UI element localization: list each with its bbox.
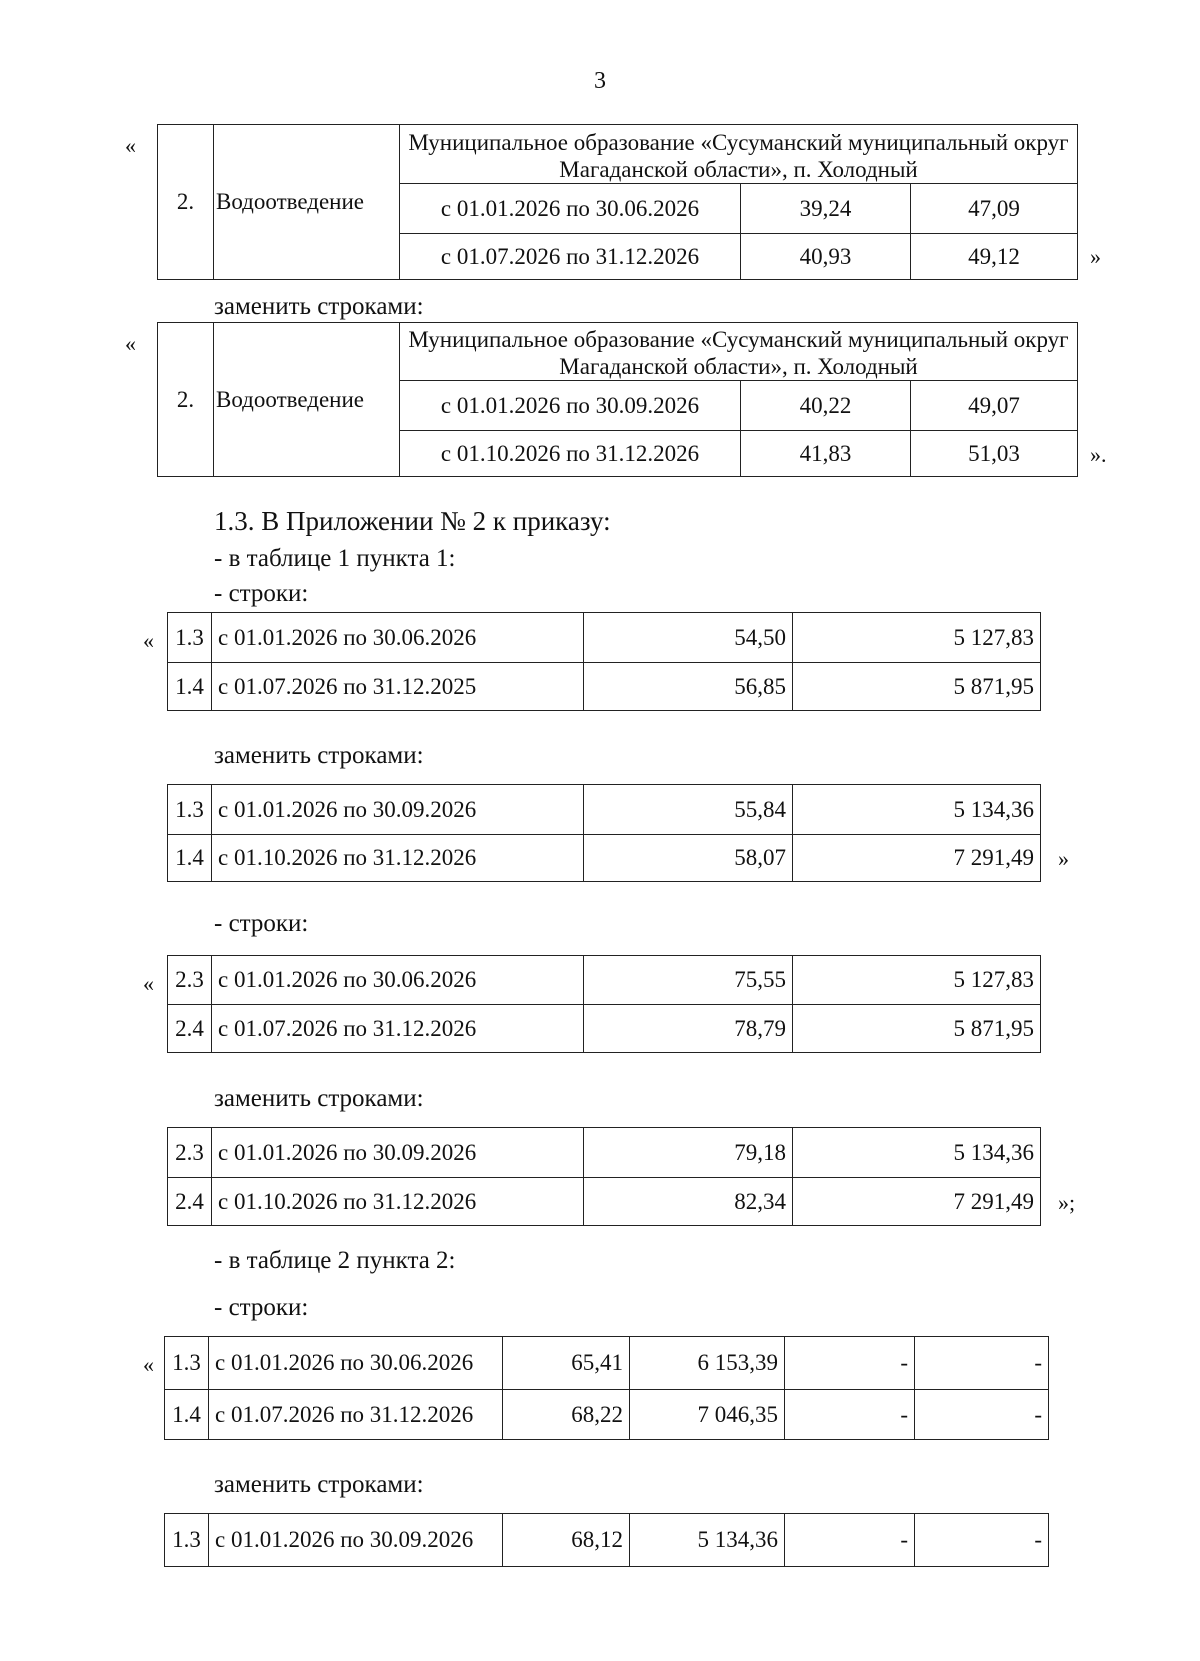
row-number: 2.4 — [168, 1005, 212, 1053]
row-number: 2.4 — [168, 1178, 212, 1226]
row-number: 1.4 — [168, 835, 212, 882]
period: с 01.01.2026 по 30.06.2026 — [212, 613, 584, 663]
value-1: 41,83 — [741, 431, 911, 477]
value-2: 51,03 — [911, 431, 1078, 477]
close-quote: ». — [1090, 442, 1107, 467]
rows-label: - строки: — [214, 580, 309, 607]
row-number: 1.3 — [165, 1337, 209, 1390]
value-1: 79,18 — [584, 1128, 793, 1178]
new-wastewater-table — [157, 322, 1078, 477]
value-2: 47,09 — [911, 184, 1078, 234]
value-1: 68,22 — [503, 1390, 630, 1440]
row-number: 1.3 — [168, 785, 212, 835]
period: с 01.01.2026 по 30.06.2026 — [400, 184, 741, 234]
municipality-name: Муниципальное образование «Сусуманский муниципальный округ Магаданской области», п. Холодный — [400, 125, 1078, 184]
service-name: Водоотведение — [214, 323, 400, 477]
close-quote: » — [1090, 244, 1101, 269]
row-number: 1.4 — [168, 663, 212, 711]
value-4: - — [915, 1390, 1049, 1440]
open-quote: « — [125, 331, 136, 356]
value-2: 49,07 — [911, 381, 1078, 431]
row-number: 2.3 — [168, 1128, 212, 1178]
value-1: 65,41 — [503, 1337, 630, 1390]
service-name: Водоотведение — [214, 125, 400, 280]
period: с 01.07.2026 по 31.12.2026 — [212, 1005, 584, 1053]
rows-label: - строки: — [214, 910, 309, 937]
value-1: 82,34 — [584, 1178, 793, 1226]
section-heading: 1.3. В Приложении № 2 к приказу: — [214, 506, 611, 536]
replace-label: заменить строками: — [214, 1471, 424, 1498]
period: с 01.01.2026 по 30.09.2026 — [212, 1128, 584, 1178]
table-1-new-rows — [167, 784, 1041, 882]
period: с 01.01.2026 по 30.09.2026 — [212, 785, 584, 835]
old-wastewater-table — [157, 124, 1078, 280]
value-2: 5 871,95 — [793, 663, 1041, 711]
value-2: 5 134,36 — [793, 1128, 1041, 1178]
value-4: - — [915, 1337, 1049, 1390]
replace-label: заменить строками: — [214, 293, 424, 320]
period: с 01.10.2026 по 31.12.2026 — [400, 431, 741, 477]
value-3: - — [785, 1514, 915, 1567]
row-number: 1.4 — [165, 1390, 209, 1440]
close-quote: »; — [1058, 1190, 1076, 1215]
period: с 01.01.2026 по 30.06.2026 — [212, 956, 584, 1005]
open-quote: « — [125, 133, 136, 158]
value-2: 5 127,83 — [793, 956, 1041, 1005]
value-2: 49,12 — [911, 234, 1078, 280]
close-quote: » — [1058, 846, 1069, 871]
value-1: 39,24 — [741, 184, 911, 234]
row-number: 1.3 — [165, 1514, 209, 1567]
value-1: 78,79 — [584, 1005, 793, 1053]
period: с 01.01.2026 по 30.09.2026 — [400, 381, 741, 431]
value-3: - — [785, 1390, 915, 1440]
value-2: 5 134,36 — [793, 785, 1041, 835]
value-2: 5 134,36 — [630, 1514, 785, 1567]
row-number: 1.3 — [168, 613, 212, 663]
rows-label: - строки: — [214, 1294, 309, 1321]
row-number: 2. — [158, 323, 214, 477]
period: с 01.07.2026 по 31.12.2026 — [400, 234, 741, 280]
value-1: 58,07 — [584, 835, 793, 882]
value-2: 7 046,35 — [630, 1390, 785, 1440]
period: с 01.07.2026 по 31.12.2026 — [209, 1390, 503, 1440]
value-1: 40,22 — [741, 381, 911, 431]
value-1: 54,50 — [584, 613, 793, 663]
value-2: 7 291,49 — [793, 1178, 1041, 1226]
period: с 01.07.2026 по 31.12.2025 — [212, 663, 584, 711]
value-2: 6 153,39 — [630, 1337, 785, 1390]
open-quote: « — [143, 628, 154, 653]
table1-reference: - в таблице 1 пункта 1: — [214, 545, 456, 572]
value-1: 55,84 — [584, 785, 793, 835]
period: с 01.01.2026 по 30.09.2026 — [209, 1514, 503, 1567]
value-2: 7 291,49 — [793, 835, 1041, 882]
value-4: - — [915, 1514, 1049, 1567]
table-2-old-rows — [164, 1336, 1049, 1440]
replace-label: заменить строками: — [214, 1085, 424, 1112]
table-1-old-rows — [167, 612, 1041, 711]
municipality-name: Муниципальное образование «Сусуманский муниципальный округ Магаданской области», п. Холодный — [400, 323, 1078, 381]
value-1: 68,12 — [503, 1514, 630, 1567]
value-3: - — [785, 1337, 915, 1390]
value-2: 5 127,83 — [793, 613, 1041, 663]
table2-reference: - в таблице 2 пункта 2: — [214, 1247, 456, 1274]
value-1: 40,93 — [741, 234, 911, 280]
table-1-new-rows-2 — [167, 1127, 1041, 1226]
replace-label: заменить строками: — [214, 742, 424, 769]
table-2-new-rows — [164, 1513, 1049, 1567]
open-quote: « — [143, 971, 154, 996]
open-quote: « — [143, 1352, 154, 1377]
period: с 01.10.2026 по 31.12.2026 — [212, 835, 584, 882]
row-number: 2. — [158, 125, 214, 280]
period: с 01.10.2026 по 31.12.2026 — [212, 1178, 584, 1226]
row-number: 2.3 — [168, 956, 212, 1005]
value-1: 75,55 — [584, 956, 793, 1005]
table-1-old-rows-2 — [167, 955, 1041, 1053]
page-number: 3 — [594, 68, 606, 94]
period: с 01.01.2026 по 30.06.2026 — [209, 1337, 503, 1390]
value-1: 56,85 — [584, 663, 793, 711]
value-2: 5 871,95 — [793, 1005, 1041, 1053]
